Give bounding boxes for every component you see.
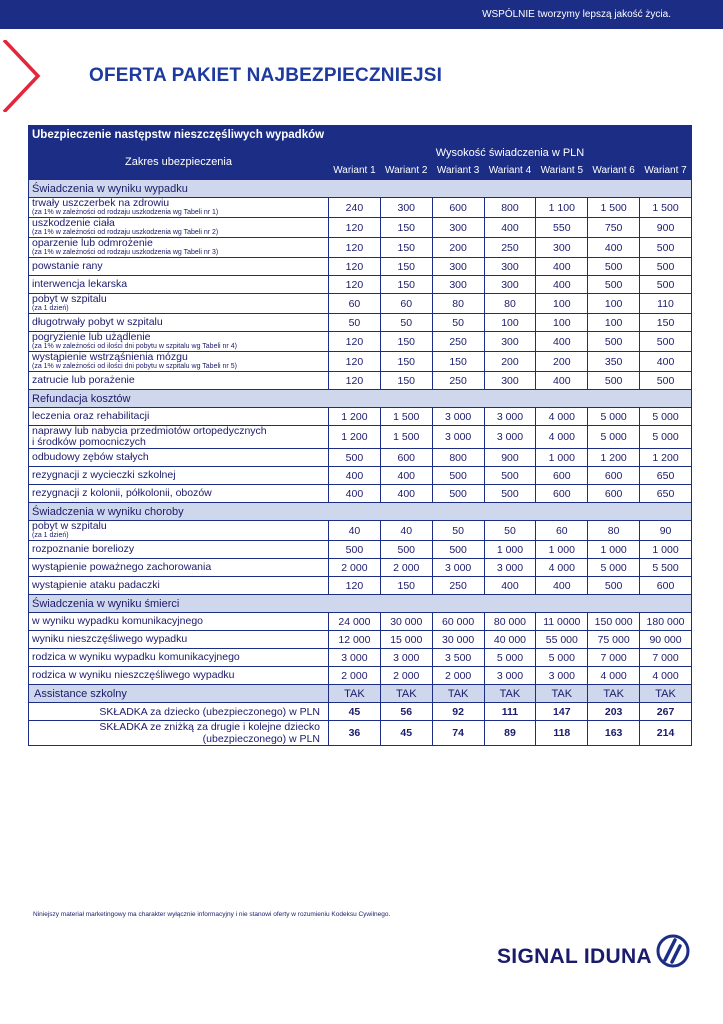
assistance-value: TAK [329,685,381,703]
value-cell: 550 [536,218,588,238]
row-label [29,467,329,485]
value-cell: 3 000 [536,667,588,685]
premium-value: 92 [432,703,484,721]
value-cell: 300 [536,238,588,258]
value-cell: 1 000 [484,541,536,559]
variant-header: Wariant 3 [432,162,484,180]
value-cell: 500 [329,449,381,467]
premium-value: 89 [484,721,536,746]
value-cell: 30 000 [380,613,432,631]
value-cell: 3 500 [432,649,484,667]
table-row [29,238,692,258]
value-cell: 150 [380,352,432,372]
row-label-main: powstanie rany [32,260,103,272]
row-label-main: naprawy lub nabycia przedmiotów ortopedycznych [32,425,267,437]
row-label [29,521,329,541]
row-label [29,613,329,631]
value-cell: 80 [432,294,484,314]
value-cell: 1 500 [640,198,692,218]
row-label [29,649,329,667]
row-label [29,238,329,258]
table-caption: Ubezpieczenie następstw nieszczęśliwych wypadków [29,126,692,144]
value-cell: 1 200 [588,449,640,467]
table-row [29,521,692,541]
table-row [29,352,692,372]
value-cell: 5 000 [588,426,640,449]
value-cell: 500 [432,541,484,559]
assistance-row [29,685,692,703]
value-cell: 50 [432,521,484,541]
value-cell: 100 [588,294,640,314]
value-cell: 300 [484,372,536,390]
row-label-note: (za 1% w zależności od rodzaju uszkodzenia wg Tabeli nr 3) [32,249,219,256]
row-label-main: leczenia oraz rehabilitacji [32,410,150,422]
premium-value: 203 [588,703,640,721]
value-cell: 2 000 [432,667,484,685]
value-cell: 150 [432,352,484,372]
value-cell: 100 [588,314,640,332]
value-cell: 3 000 [432,426,484,449]
row-label [29,314,329,332]
assistance-value: TAK [432,685,484,703]
premium-value: 45 [380,721,432,746]
row-label-main: rodzica w wyniku wypadku komunikacyjnego [32,651,240,663]
premium-value: 74 [432,721,484,746]
disclaimer: Niniejszy materiał marketingowy ma charakter wyłącznie informacyjny i nie stanowi oferty w rozumieniu Kodeksu Cywilnego. [33,911,391,918]
value-cell: 30 000 [432,631,484,649]
row-label [29,294,329,314]
premium-value: 36 [329,721,381,746]
table-row [29,372,692,390]
value-cell: 3 000 [484,426,536,449]
value-cell: 400 [536,258,588,276]
value-cell: 500 [329,541,381,559]
variant-header: Wariant 7 [640,162,692,180]
value-cell: 200 [536,352,588,372]
value-cell: 400 [329,485,381,503]
value-cell: 4 000 [536,559,588,577]
value-cell: 1 200 [329,408,381,426]
section-title: Refundacja kosztów [29,390,692,408]
row-label [29,667,329,685]
value-cell: 120 [329,577,381,595]
value-cell: 120 [329,276,381,294]
value-cell: 300 [432,276,484,294]
top-banner [0,0,723,29]
row-label [29,631,329,649]
row-label-note: (za 1% w zależności od ilości dni pobytu w szpitalu wg Tabeli nr 5) [32,363,237,370]
value-cell: 40 [380,521,432,541]
value-cell: 800 [484,198,536,218]
value-cell: 500 [588,332,640,352]
value-cell: 600 [536,485,588,503]
value-cell: 60 [536,521,588,541]
value-cell: 150 [380,372,432,390]
value-cell: 300 [484,276,536,294]
value-cell: 600 [380,449,432,467]
value-cell: 5 000 [484,649,536,667]
row-label-main: wyniku nieszczęśliwego wypadku [32,633,188,645]
table-row [29,332,692,352]
value-cell: 90 000 [640,631,692,649]
row-label [29,426,329,449]
premium-value: 163 [588,721,640,746]
row-label-main: pogryzienie lub użądlenie [32,331,151,343]
value-cell: 3 000 [329,649,381,667]
brand-name: SIGNAL IDUNA [497,945,652,968]
row-label [29,276,329,294]
value-cell: 15 000 [380,631,432,649]
value-cell: 5 500 [640,559,692,577]
value-cell: 500 [588,372,640,390]
value-cell: 500 [380,541,432,559]
value-cell: 500 [640,276,692,294]
value-cell: 5 000 [640,426,692,449]
table-row [29,467,692,485]
value-cell: 150 [380,258,432,276]
table-row [29,485,692,503]
value-cell: 3 000 [484,408,536,426]
value-cell: 1 500 [380,408,432,426]
row-label-main: wystąpienie poważnego zachorowania [32,561,212,573]
row-label-note: (za 1% w zależności od rodzaju uszkodzenia wg Tabeli nr 1) [32,209,219,216]
premium-value: 45 [329,703,381,721]
value-cell: 120 [329,352,381,372]
variant-header: Wariant 4 [484,162,536,180]
table-row [29,426,692,449]
value-cell: 2 000 [329,559,381,577]
value-cell: 500 [588,276,640,294]
row-label-main: długotrwały pobyt w szpitalu [32,316,163,328]
value-cell: 1 200 [640,449,692,467]
row-label [29,559,329,577]
value-cell: 500 [484,467,536,485]
value-cell: 400 [536,276,588,294]
value-cell: 200 [432,238,484,258]
premium-value: 56 [380,703,432,721]
value-cell: 600 [536,467,588,485]
value-cell: 110 [640,294,692,314]
value-cell: 400 [380,467,432,485]
value-cell: 1 000 [588,541,640,559]
value-cell: 120 [329,332,381,352]
value-cell: 120 [329,238,381,258]
value-cell: 400 [536,577,588,595]
premium-label: SKŁADKA ze zniżką za drugie i kolejne dziecko (ubezpieczonego) w PLN [29,721,329,746]
chevron-right-icon [0,40,44,112]
value-cell: 180 000 [640,613,692,631]
section-title: Świadczenia w wyniku śmierci [29,595,692,613]
row-label [29,577,329,595]
table-row [29,276,692,294]
value-cell: 300 [432,218,484,238]
value-cell: 400 [640,352,692,372]
value-cell: 600 [640,577,692,595]
value-cell: 150 [380,218,432,238]
assistance-value: TAK [484,685,536,703]
row-label-note: (za 1% w zależności od ilości dni pobytu w szpitalu wg Tabeli nr 4) [32,343,237,350]
value-cell: 1 000 [640,541,692,559]
premium-label: SKŁADKA za dziecko (ubezpieczonego) w PLN [29,703,329,721]
value-cell: 55 000 [536,631,588,649]
value-cell: 100 [536,294,588,314]
table-body [29,180,692,746]
value-cell: 400 [536,372,588,390]
assistance-label: Assistance szkolny [29,685,329,703]
value-cell: 3 000 [484,667,536,685]
value-cell: 4 000 [536,426,588,449]
value-cell: 60 [380,294,432,314]
row-label-main: odbudowy zębów stałych [32,451,149,463]
value-cell: 3 000 [432,559,484,577]
value-cell: 120 [329,218,381,238]
value-cell: 800 [432,449,484,467]
table-row [29,294,692,314]
variant-header: Wariant 5 [536,162,588,180]
row-label [29,449,329,467]
variant-header: Wariant 1 [329,162,381,180]
premium-value: 267 [640,703,692,721]
value-cell: 1 500 [588,198,640,218]
row-label [29,408,329,426]
value-cell: 1 000 [536,541,588,559]
value-cell: 500 [640,372,692,390]
value-cell: 60 [329,294,381,314]
value-cell: 150 [380,238,432,258]
value-cell: 100 [484,314,536,332]
value-cell: 3 000 [432,408,484,426]
table-row [29,577,692,595]
value-cell: 75 000 [588,631,640,649]
value-cell: 250 [432,332,484,352]
value-cell: 5 000 [588,408,640,426]
value-cell: 2 000 [380,667,432,685]
value-cell: 5 000 [536,649,588,667]
assistance-value: TAK [588,685,640,703]
value-cell: 400 [536,332,588,352]
value-cell: 4 000 [536,408,588,426]
value-cell: 500 [640,258,692,276]
row-label-main: wystąpienie wstrząśnienia mózgu [32,351,188,363]
premium-value: 111 [484,703,536,721]
table-row [29,559,692,577]
value-cell: 500 [484,485,536,503]
value-cell: 900 [484,449,536,467]
value-cell: 4 000 [588,667,640,685]
section-title: Świadczenia w wyniku choroby [29,503,692,521]
value-cell: 400 [588,238,640,258]
value-cell: 500 [640,238,692,258]
value-cell: 600 [588,467,640,485]
value-cell: 2 000 [329,667,381,685]
row-label [29,198,329,218]
benefits-table [28,125,692,746]
value-cell: 250 [432,372,484,390]
value-cell: 24 000 [329,613,381,631]
value-cell: 60 000 [432,613,484,631]
value-cell: 40 000 [484,631,536,649]
table-row [29,408,692,426]
premium-row [29,703,692,721]
value-cell: 50 [484,521,536,541]
value-cell: 400 [484,218,536,238]
row-label [29,372,329,390]
value-cell: 300 [484,258,536,276]
row-label-note: (za 1 dzień) [32,305,69,312]
signal-iduna-logo-icon [656,934,690,968]
row-label-main: oparzenie lub odmrożenie [32,237,153,249]
value-cell: 12 000 [329,631,381,649]
row-label-main: trwały uszczerbek na zdrowiu [32,197,170,209]
row-label-main: wystąpienie ataku padaczki [32,579,160,591]
value-cell: 4 000 [640,667,692,685]
value-cell: 300 [484,332,536,352]
value-cell: 3 000 [484,559,536,577]
value-cell: 120 [329,258,381,276]
tagline: WSPÓLNIE tworzymy lepszą jakość życia. [482,9,671,20]
table-row [29,613,692,631]
value-cell: 900 [640,218,692,238]
row-label-note: (za 1% w zależności od rodzaju uszkodzenia wg Tabeli nr 2) [32,229,219,236]
value-cell: 600 [432,198,484,218]
value-cell: 80 000 [484,613,536,631]
value-cell: 400 [329,467,381,485]
table-row [29,258,692,276]
row-label-main: w wyniku wypadku komunikacyjnego [32,615,203,627]
value-cell: 250 [484,238,536,258]
table-row [29,631,692,649]
value-cell: 120 [329,372,381,390]
assistance-value: TAK [380,685,432,703]
value-cell: 240 [329,198,381,218]
section-row [29,595,692,613]
table-row [29,218,692,238]
row-label [29,218,329,238]
row-label [29,485,329,503]
value-cell: 50 [329,314,381,332]
value-cell: 50 [380,314,432,332]
value-cell: 80 [588,521,640,541]
value-cell: 150 000 [588,613,640,631]
value-cell: 3 000 [380,649,432,667]
value-cell: 90 [640,521,692,541]
row-label-main: zatrucie lub porażenie [32,374,135,386]
row-label-main: i środków pomocniczych [32,436,146,448]
row-label-main: rodzica w wyniku nieszczęśliwego wypadku [32,669,235,681]
table-row [29,449,692,467]
value-cell: 650 [640,485,692,503]
value-cell: 11 0000 [536,613,588,631]
value-cell: 150 [380,276,432,294]
value-cell: 500 [588,258,640,276]
value-cell: 1 100 [536,198,588,218]
value-cell: 150 [380,577,432,595]
value-cell: 500 [588,577,640,595]
value-cell: 300 [380,198,432,218]
row-label-main: rezygnacji z kolonii, półkolonii, obozów [32,487,212,499]
row-label-main: rozpoznanie boreliozy [32,543,135,555]
scope-header: Zakres ubezpieczenia [29,144,329,180]
row-label-main: pobyt w szpitalu [32,293,107,305]
value-cell: 2 000 [380,559,432,577]
table-row [29,314,692,332]
row-label-main: rezygnacji z wycieczki szkolnej [32,469,176,481]
value-cell: 150 [640,314,692,332]
premium-value: 118 [536,721,588,746]
table-row [29,198,692,218]
assistance-value: TAK [640,685,692,703]
value-cell: 500 [432,485,484,503]
value-cell: 400 [484,577,536,595]
value-cell: 600 [588,485,640,503]
value-cell: 200 [484,352,536,372]
value-cell: 350 [588,352,640,372]
value-cell: 1 000 [536,449,588,467]
amount-header: Wysokość świadczenia w PLN [329,144,692,162]
value-cell: 5 000 [640,408,692,426]
row-label [29,541,329,559]
table-row [29,649,692,667]
value-cell: 500 [432,467,484,485]
table-row [29,541,692,559]
value-cell: 400 [380,485,432,503]
value-cell: 7 000 [640,649,692,667]
premium-value: 214 [640,721,692,746]
page-title: OFERTA PAKIET NAJBEZPIECZNIEJSI [89,65,443,86]
value-cell: 150 [380,332,432,352]
value-cell: 1 500 [380,426,432,449]
row-label-main: pobyt w szpitalu [32,520,107,532]
section-title: Świadczenia w wyniku wypadku [29,180,692,198]
value-cell: 50 [432,314,484,332]
row-label-main: uszkodzenie ciała [32,217,115,229]
row-label [29,332,329,352]
premium-row [29,721,692,746]
row-label-main: interwencja lekarska [32,278,128,290]
premium-value: 147 [536,703,588,721]
section-row [29,180,692,198]
section-row [29,503,692,521]
value-cell: 7 000 [588,649,640,667]
value-cell: 100 [536,314,588,332]
table-row [29,667,692,685]
value-cell: 300 [432,258,484,276]
section-row [29,390,692,408]
variant-header: Wariant 2 [380,162,432,180]
value-cell: 5 000 [588,559,640,577]
value-cell: 250 [432,577,484,595]
assistance-value: TAK [536,685,588,703]
value-cell: 80 [484,294,536,314]
value-cell: 40 [329,521,381,541]
value-cell: 500 [640,332,692,352]
row-label [29,352,329,372]
value-cell: 650 [640,467,692,485]
row-label-note: (za 1 dzień) [32,532,69,539]
value-cell: 750 [588,218,640,238]
variant-header: Wariant 6 [588,162,640,180]
value-cell: 1 200 [329,426,381,449]
row-label [29,258,329,276]
